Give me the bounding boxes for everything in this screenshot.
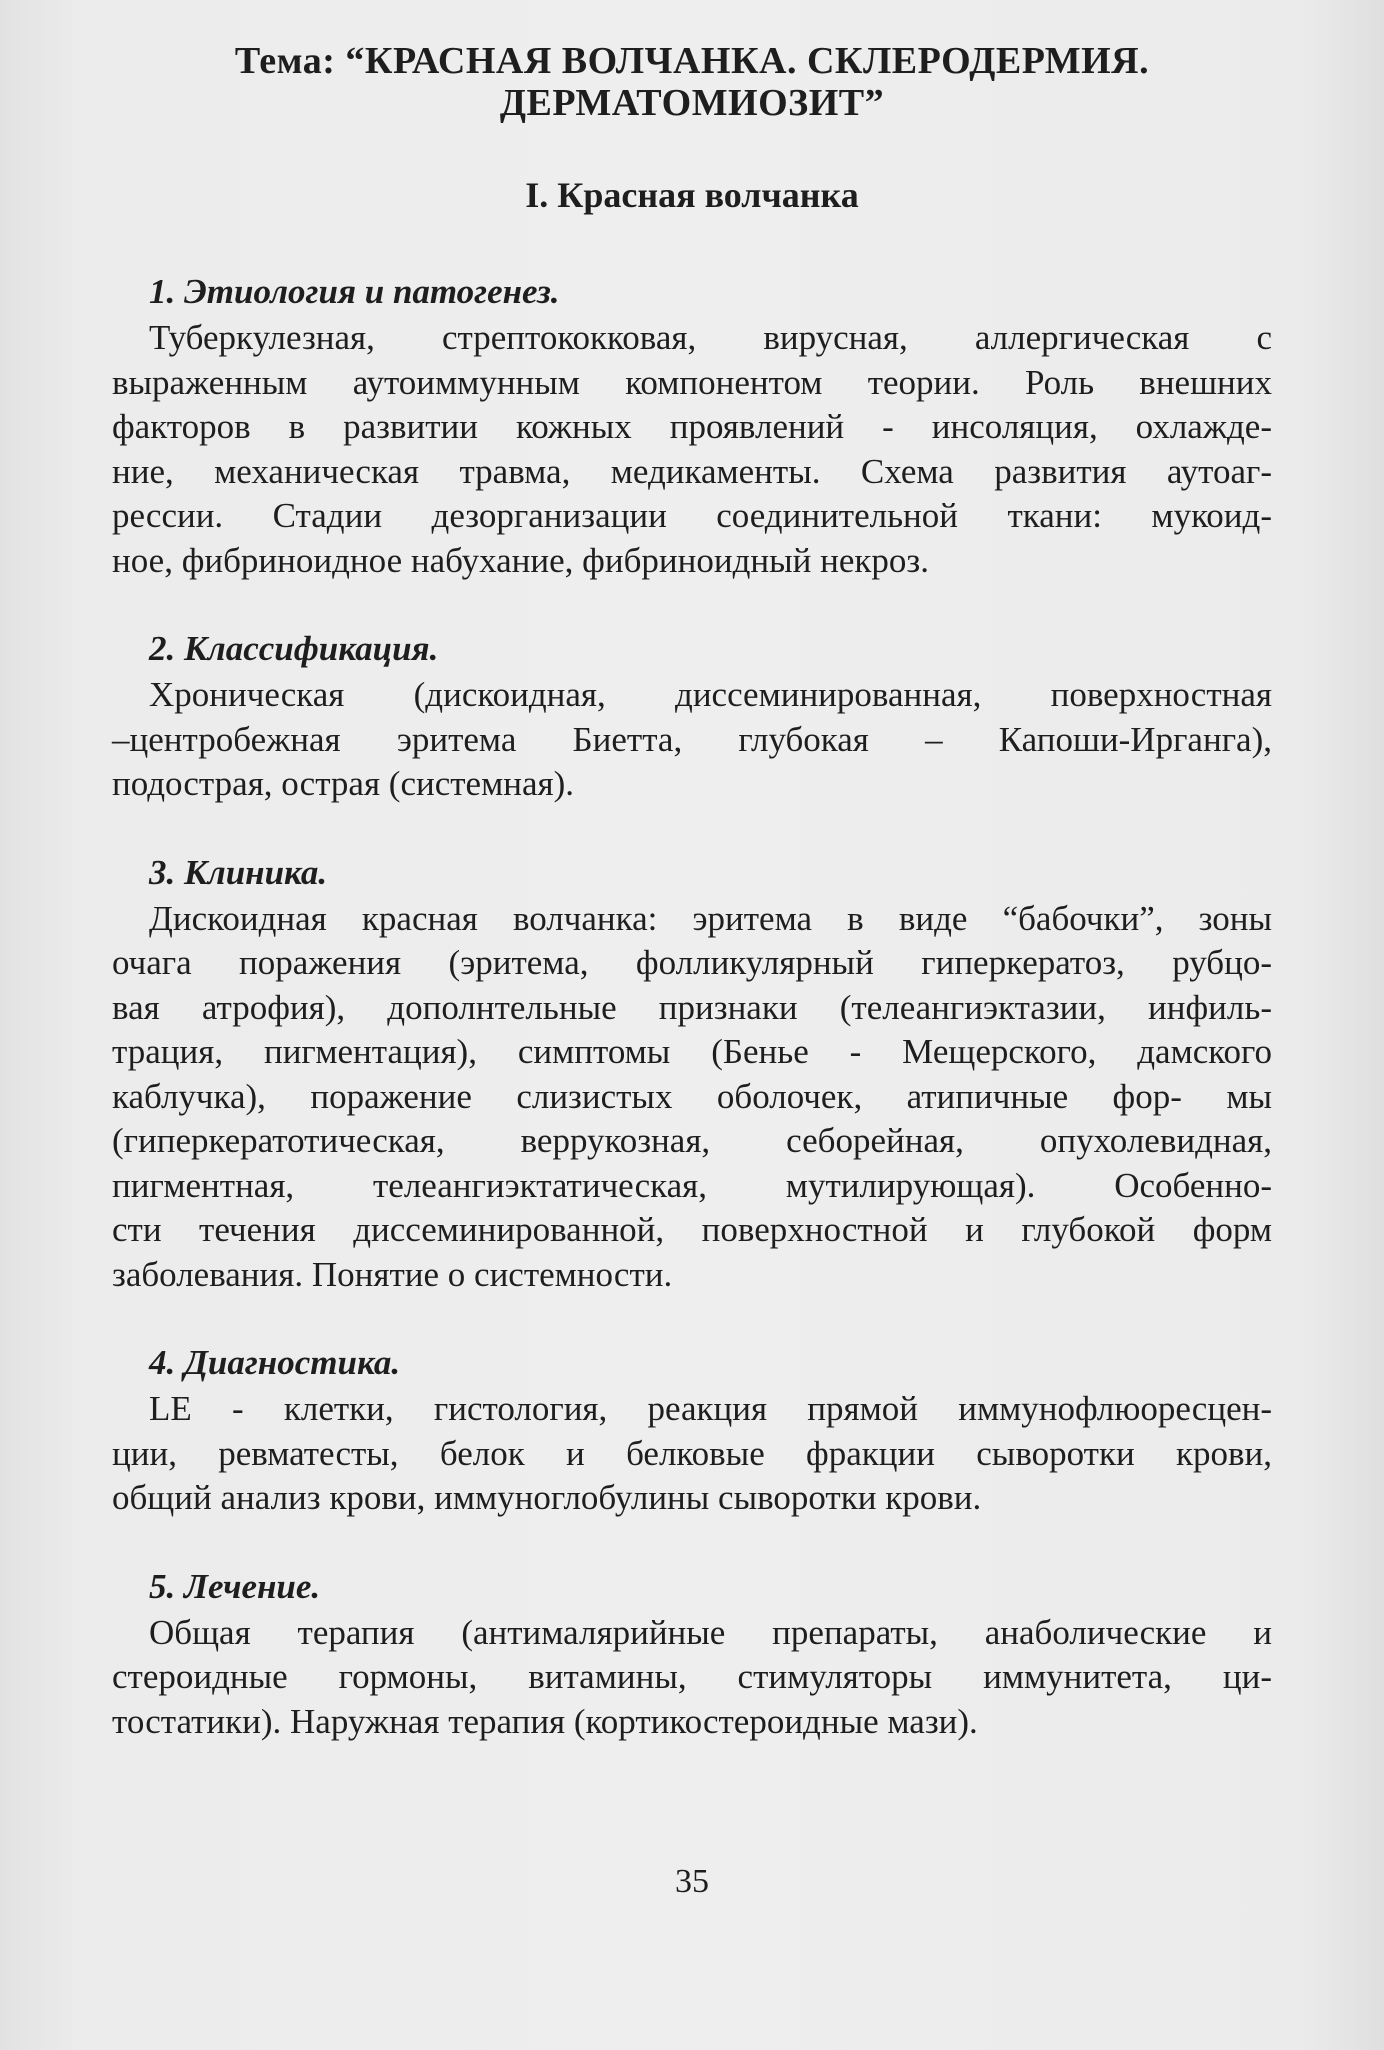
text-line: тостатики). Наружная терапия (кортикостероидные мази).	[112, 1701, 978, 1741]
text-line: общий анализ крови, иммуноглобулины сыворотки крови.	[112, 1478, 982, 1517]
sections-container	[112, 272, 1272, 1744]
text-line: Хроническая (дискоидная, диссеминированная, поверхностная	[149, 675, 1272, 714]
text-line: –центробежная эритема Биетта, глубокая – Капоши-Ирганга),	[112, 719, 1272, 759]
section	[112, 853, 1272, 1298]
section	[112, 1343, 1272, 1521]
section	[112, 272, 1272, 583]
text-line: трация, пигментация), симптомы (Бенье - Мещерского, дамского	[112, 1032, 1272, 1071]
text-line: Дискоидная красная волчанка: эритема в виде “бабочки”, зоны	[149, 898, 1272, 938]
text-line: каблучка), поражение слизистых оболочек, атипичные фор- мы	[112, 1076, 1272, 1116]
section-body	[112, 897, 1272, 1298]
text-line: рессии. Стадии дезорганизации соединительной ткани: мукоид-	[112, 496, 1272, 535]
text-line: заболевания. Понятие о системности.	[112, 1254, 673, 1294]
text-line: ние, механическая травма, медикаменты. Схема развития аутоаг-	[112, 451, 1272, 491]
page-content	[112, 40, 1272, 1744]
text-line: Туберкулезная, стрептококковая, вирусная, аллергическая с	[149, 318, 1272, 357]
title-line: ДЕРМАТОМИОЗИТ”	[499, 82, 885, 124]
section	[112, 629, 1272, 807]
text-line: ное, фибриноидное набухание, фибриноидный некроз.	[112, 540, 929, 580]
text-line: (гиперкератотическая, веррукозная, себорейная, опухолевидная,	[112, 1121, 1272, 1160]
text-line: ции, ревматесты, белок и белковые фракции сыворотки крови,	[112, 1433, 1272, 1473]
text-line: пигментная, телеангиэктатическая, мутилирующая). Особенно-	[112, 1165, 1272, 1205]
page-number: 35	[675, 1863, 709, 1900]
text-line: Общая терапия (антималярийные препараты, анаболические и	[149, 1612, 1272, 1652]
section-body	[112, 1611, 1272, 1745]
text-line: подострая, острая (системная).	[112, 764, 575, 803]
section-heading: 1. Этиология и патогенез.	[149, 272, 560, 311]
text-line: LE - клетки, гистология, реакция прямой иммунофлюоресцен-	[149, 1389, 1272, 1428]
section-heading: 2. Классификация.	[149, 629, 439, 668]
text-line: факторов в развитии кожных проявлений - инсоляция, охлажде-	[112, 407, 1272, 446]
text-line: вая атрофия), дополнтельные признаки (телеангиэктазии, инфиль-	[112, 987, 1272, 1027]
text-line: очага поражения (эритема, фолликулярный гиперкератоз, рубцо-	[112, 943, 1272, 982]
page-title	[112, 40, 1272, 124]
text-line: выраженным аутоиммунным компонентом теории. Роль внешних	[112, 362, 1272, 402]
section-body	[112, 1387, 1272, 1521]
section-heading: 5. Лечение.	[149, 1566, 321, 1606]
section	[112, 1567, 1272, 1745]
section-title: I. Красная волчанка	[525, 175, 859, 215]
title-line: Тема: “КРАСНАЯ ВОЛЧАНКА. СКЛЕРОДЕРМИЯ.	[234, 40, 1150, 82]
text-line: стероидные гормоны, витамины, стимуляторы иммунитета, ци-	[112, 1657, 1272, 1696]
text-line: сти течения диссеминированной, поверхностной и глубокой форм	[112, 1210, 1272, 1249]
section-body	[112, 316, 1272, 583]
section-heading: 3. Клиника.	[149, 852, 328, 892]
section-body	[112, 673, 1272, 807]
section-heading: 4. Диагностика.	[149, 1343, 401, 1382]
